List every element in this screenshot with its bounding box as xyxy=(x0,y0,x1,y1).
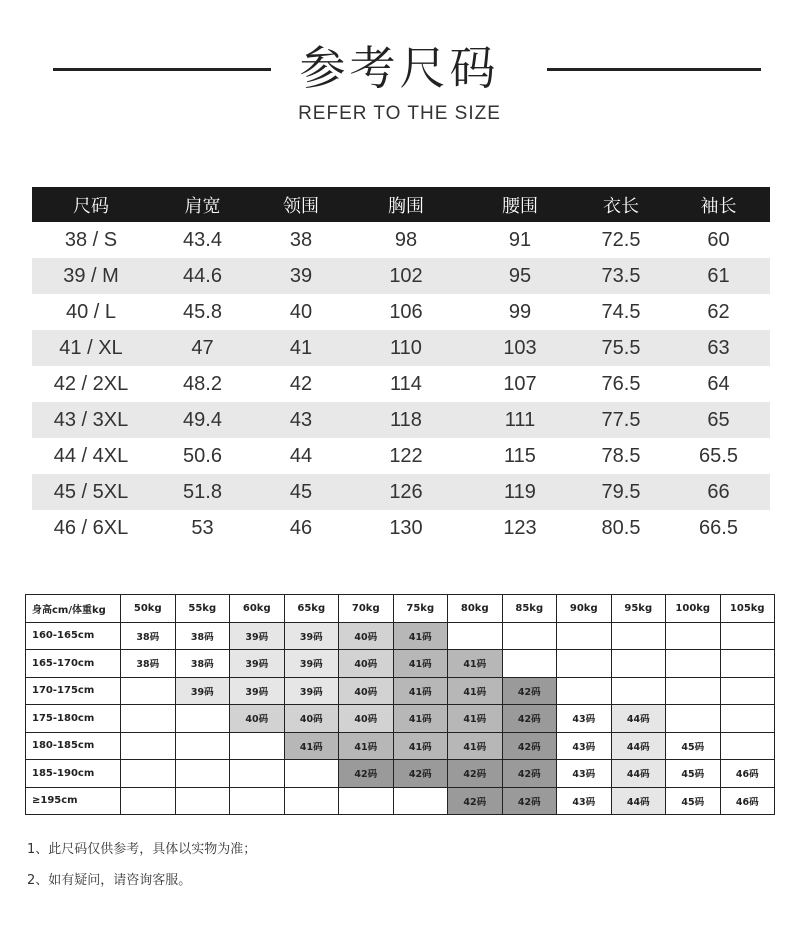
size-cell: 103 xyxy=(503,336,537,359)
recommended-size: 40码 xyxy=(354,659,378,671)
recommended-size: 42码 xyxy=(517,741,541,753)
ref-cell xyxy=(339,650,394,678)
size-cell: 45 / 5XL xyxy=(53,480,129,503)
recommended-size: 46码 xyxy=(735,796,759,808)
ref-row xyxy=(26,622,775,650)
ref-height-label: 180-185cm xyxy=(26,732,121,760)
recommended-size: 42码 xyxy=(517,769,541,781)
ref-cell xyxy=(339,732,394,760)
size-cell: 49.4 xyxy=(183,408,222,431)
header-length: 衣长 xyxy=(603,195,639,217)
recommended-size: 38码 xyxy=(190,631,214,643)
recommended-size: 43码 xyxy=(572,796,596,808)
ref-cell xyxy=(502,677,557,705)
ref-row xyxy=(26,760,775,788)
ref-cell xyxy=(557,732,612,760)
size-cell: 43 xyxy=(289,408,313,431)
recommended-size: 40码 xyxy=(354,631,378,643)
size-table-row xyxy=(32,330,770,366)
recommended-size: 39码 xyxy=(245,659,269,671)
ref-cell xyxy=(230,622,285,650)
ref-cell xyxy=(393,650,448,678)
size-cell: 51.8 xyxy=(183,480,222,503)
size-cell: 61 xyxy=(707,264,730,287)
ref-cell xyxy=(557,622,612,650)
ref-cell xyxy=(720,760,775,788)
recommended-size: 42码 xyxy=(408,769,432,781)
ref-header-row xyxy=(26,595,775,623)
recommended-size: 40码 xyxy=(299,714,323,726)
size-cell: 40 / L xyxy=(65,300,117,323)
ref-cell xyxy=(230,732,285,760)
recommended-size: 40码 xyxy=(245,714,269,726)
note-item: 1、此尺码仅供参考，具体以实物为准； xyxy=(27,842,257,857)
ref-cell xyxy=(284,732,339,760)
recommended-size: 41码 xyxy=(463,686,487,698)
ref-weight-header: 90kg xyxy=(557,595,612,623)
recommended-size: 40码 xyxy=(354,686,378,698)
ref-cell xyxy=(121,622,176,650)
ref-cell xyxy=(175,732,230,760)
ref-cell xyxy=(666,650,721,678)
ref-cell xyxy=(666,732,721,760)
ref-cell xyxy=(230,677,285,705)
ref-weight-header: 85kg xyxy=(502,595,557,623)
size-cell: 73.5 xyxy=(601,264,641,287)
size-cell: 43.4 xyxy=(183,228,222,251)
size-cell: 72.5 xyxy=(601,228,641,251)
size-cell: 76.5 xyxy=(601,372,641,395)
title-section xyxy=(0,30,799,130)
ref-weight-header: 50kg xyxy=(121,595,176,623)
size-table-row xyxy=(32,222,770,258)
ref-cell xyxy=(175,650,230,678)
recommended-size: 42码 xyxy=(354,769,378,781)
size-cell: 126 xyxy=(389,480,423,503)
size-table-row xyxy=(32,294,770,330)
ref-cell xyxy=(448,760,503,788)
ref-cell xyxy=(448,705,503,733)
recommended-size: 41码 xyxy=(408,631,432,643)
ref-cell xyxy=(230,650,285,678)
ref-height-label: ≥195cm xyxy=(26,787,121,815)
size-table-row xyxy=(32,366,770,402)
ref-cell xyxy=(502,650,557,678)
recommended-size: 41码 xyxy=(408,714,432,726)
recommended-size: 38码 xyxy=(136,631,160,643)
ref-cell xyxy=(448,787,503,815)
size-table-row xyxy=(32,510,770,546)
ref-cell xyxy=(557,787,612,815)
size-cell: 41 / XL xyxy=(59,336,123,359)
size-cell: 95 xyxy=(508,264,532,287)
size-cell: 47 xyxy=(191,336,214,359)
ref-cell xyxy=(557,650,612,678)
size-cell: 80.5 xyxy=(601,516,641,539)
recommended-size: 41码 xyxy=(408,659,432,671)
size-cell: 65.5 xyxy=(699,444,738,467)
size-cell: 99 xyxy=(508,300,532,323)
ref-height-label: 175-180cm xyxy=(26,705,121,733)
size-cell: 39 xyxy=(289,264,313,287)
notes xyxy=(27,834,256,896)
size-cell: 78.5 xyxy=(601,444,641,467)
size-cell: 42 / 2XL xyxy=(53,372,129,395)
ref-cell xyxy=(502,622,557,650)
recommended-size: 42码 xyxy=(463,796,487,808)
note-item: 2、如有疑问，请咨询客服。 xyxy=(27,873,192,888)
ref-cell xyxy=(448,732,503,760)
ref-cell xyxy=(284,677,339,705)
recommended-size: 46码 xyxy=(735,769,759,781)
ref-cell xyxy=(557,760,612,788)
ref-weight-header: 65kg xyxy=(284,595,339,623)
size-cell: 45 xyxy=(289,480,313,503)
recommended-size: 40码 xyxy=(354,714,378,726)
size-cell: 62 xyxy=(707,300,730,323)
title-divider-right xyxy=(547,68,761,71)
recommended-size: 39码 xyxy=(245,686,269,698)
size-table-row xyxy=(32,474,770,510)
recommended-size: 44码 xyxy=(626,741,650,753)
size-table-body xyxy=(32,222,770,546)
size-cell: 119 xyxy=(504,480,536,503)
recommended-size: 39码 xyxy=(190,686,214,698)
ref-cell xyxy=(121,732,176,760)
ref-cell xyxy=(284,760,339,788)
header-shoulder: 肩宽 xyxy=(184,195,221,217)
size-table xyxy=(32,187,770,546)
recommended-size: 43码 xyxy=(572,741,596,753)
ref-cell xyxy=(666,677,721,705)
ref-weight-header: 70kg xyxy=(339,595,394,623)
recommended-size: 44码 xyxy=(626,796,650,808)
recommended-size: 45码 xyxy=(681,769,705,781)
ref-cell xyxy=(502,705,557,733)
size-cell: 40 xyxy=(289,300,313,323)
recommended-size: 41码 xyxy=(354,741,378,753)
size-cell: 123 xyxy=(503,516,537,539)
ref-cell xyxy=(175,705,230,733)
ref-cell xyxy=(393,705,448,733)
height-weight-table xyxy=(25,594,775,815)
ref-cell xyxy=(666,787,721,815)
size-table-row xyxy=(32,258,770,294)
size-cell: 42 xyxy=(289,372,313,395)
ref-weight-header: 100kg xyxy=(666,595,721,623)
ref-cell xyxy=(284,787,339,815)
ref-cell xyxy=(557,705,612,733)
ref-cell xyxy=(393,677,448,705)
ref-cell xyxy=(339,622,394,650)
ref-cell xyxy=(284,705,339,733)
size-cell: 74.5 xyxy=(601,300,641,323)
ref-cell xyxy=(611,650,666,678)
ref-row xyxy=(26,732,775,760)
ref-corner-label: 身高cm/体重kg xyxy=(26,595,121,623)
recommended-size: 42码 xyxy=(463,769,487,781)
ref-weight-header: 55kg xyxy=(175,595,230,623)
recommended-size: 42码 xyxy=(517,686,541,698)
ref-cell xyxy=(121,787,176,815)
ref-cell xyxy=(666,760,721,788)
size-cell: 64 xyxy=(707,372,730,395)
ref-cell xyxy=(502,760,557,788)
ref-cell xyxy=(720,732,775,760)
ref-cell xyxy=(448,650,503,678)
recommended-size: 39码 xyxy=(245,631,269,643)
ref-cell xyxy=(393,787,448,815)
ref-cell xyxy=(611,622,666,650)
ref-cell xyxy=(393,622,448,650)
recommended-size: 43码 xyxy=(572,769,596,781)
recommended-size: 45码 xyxy=(681,796,705,808)
ref-row xyxy=(26,677,775,705)
recommended-size: 38码 xyxy=(136,659,160,671)
ref-cell xyxy=(284,622,339,650)
size-cell: 50.6 xyxy=(183,444,222,467)
size-cell: 77.5 xyxy=(601,408,641,431)
ref-height-label: 170-175cm xyxy=(26,677,121,705)
size-cell: 44.6 xyxy=(183,264,222,287)
recommended-size: 43码 xyxy=(572,714,596,726)
ref-cell xyxy=(121,677,176,705)
size-cell: 43 / 3XL xyxy=(53,408,129,431)
size-cell: 38 / S xyxy=(64,228,118,251)
header-sleeve: 袖长 xyxy=(700,195,737,217)
recommended-size: 41码 xyxy=(463,659,487,671)
header-waist: 腰围 xyxy=(502,195,538,217)
ref-cell xyxy=(448,622,503,650)
ref-cell xyxy=(720,622,775,650)
size-table-header xyxy=(32,187,770,222)
ref-cell xyxy=(611,732,666,760)
recommended-size: 42码 xyxy=(517,796,541,808)
ref-cell xyxy=(339,705,394,733)
size-cell: 41 xyxy=(289,336,313,359)
recommended-size: 41码 xyxy=(463,714,487,726)
size-cell: 44 xyxy=(289,444,313,467)
size-cell: 122 xyxy=(389,444,423,467)
size-cell: 46 xyxy=(289,516,313,539)
ref-cell xyxy=(175,760,230,788)
size-cell: 60 xyxy=(707,228,730,251)
recommended-size: 42码 xyxy=(517,714,541,726)
recommended-size: 41码 xyxy=(463,741,487,753)
size-cell: 66 xyxy=(707,480,730,503)
recommended-size: 39码 xyxy=(299,686,323,698)
ref-cell xyxy=(121,760,176,788)
size-cell: 118 xyxy=(390,408,422,431)
ref-weight-header: 95kg xyxy=(611,595,666,623)
ref-cell xyxy=(230,705,285,733)
ref-cell xyxy=(448,677,503,705)
ref-weight-header: 75kg xyxy=(393,595,448,623)
page-title: 参考尺码 xyxy=(299,41,500,95)
header-size: 尺码 xyxy=(73,195,109,217)
size-cell: 79.5 xyxy=(601,480,641,503)
ref-cell xyxy=(611,760,666,788)
ref-height-label: 185-190cm xyxy=(26,760,121,788)
size-cell: 114 xyxy=(390,372,422,395)
ref-cell xyxy=(339,760,394,788)
size-cell: 45.8 xyxy=(183,300,222,323)
ref-cell xyxy=(502,787,557,815)
recommended-size: 45码 xyxy=(681,741,705,753)
size-cell: 75.5 xyxy=(601,336,641,359)
size-cell: 46 / 6XL xyxy=(53,516,129,539)
ref-cell xyxy=(175,787,230,815)
header-chest: 胸围 xyxy=(388,195,424,217)
ref-cell xyxy=(502,732,557,760)
ref-cell xyxy=(393,732,448,760)
size-cell: 110 xyxy=(390,336,422,359)
ref-cell xyxy=(611,787,666,815)
ref-cell xyxy=(175,677,230,705)
recommended-size: 39码 xyxy=(299,631,323,643)
ref-cell xyxy=(121,705,176,733)
ref-cell xyxy=(393,760,448,788)
recommended-size: 44码 xyxy=(626,769,650,781)
size-cell: 48.2 xyxy=(183,372,222,395)
ref-cell xyxy=(720,650,775,678)
ref-cell xyxy=(720,677,775,705)
size-cell: 44 / 4XL xyxy=(53,444,129,467)
size-cell: 38 xyxy=(289,228,313,251)
ref-weight-header: 60kg xyxy=(230,595,285,623)
size-cell: 111 xyxy=(504,408,536,431)
recommended-size: 39码 xyxy=(299,659,323,671)
size-cell: 91 xyxy=(508,228,532,251)
ref-height-label: 160-165cm xyxy=(26,622,121,650)
ref-row xyxy=(26,705,775,733)
ref-weight-header: 105kg xyxy=(720,595,775,623)
size-cell: 39 / M xyxy=(63,264,119,287)
ref-cell xyxy=(611,677,666,705)
recommended-size: 41码 xyxy=(408,741,432,753)
size-table-row xyxy=(32,438,770,474)
ref-row xyxy=(26,650,775,678)
size-cell: 107 xyxy=(503,372,537,395)
ref-cell xyxy=(557,677,612,705)
ref-cell xyxy=(666,622,721,650)
ref-cell xyxy=(339,677,394,705)
size-table-row xyxy=(32,402,770,438)
ref-weight-header: 80kg xyxy=(448,595,503,623)
ref-cell xyxy=(230,760,285,788)
recommended-size: 41码 xyxy=(299,741,323,753)
page-subtitle: REFER TO THE SIZE xyxy=(298,103,501,124)
ref-cell xyxy=(230,787,285,815)
size-cell: 102 xyxy=(389,264,423,287)
recommended-size: 41码 xyxy=(408,686,432,698)
ref-cell xyxy=(284,650,339,678)
ref-cell xyxy=(720,705,775,733)
size-cell: 66.5 xyxy=(699,516,738,539)
size-cell: 98 xyxy=(394,228,418,251)
ref-row xyxy=(26,787,775,815)
ref-cell xyxy=(666,705,721,733)
ref-cell xyxy=(175,622,230,650)
ref-cell xyxy=(339,787,394,815)
ref-height-label: 165-170cm xyxy=(26,650,121,678)
size-cell: 106 xyxy=(389,300,423,323)
size-cell: 53 xyxy=(191,516,214,539)
size-cell: 63 xyxy=(707,336,730,359)
header-collar: 领围 xyxy=(283,195,319,217)
recommended-size: 38码 xyxy=(190,659,214,671)
ref-cell xyxy=(611,705,666,733)
ref-cell xyxy=(720,787,775,815)
size-cell: 115 xyxy=(504,444,536,467)
recommended-size: 44码 xyxy=(626,714,650,726)
ref-cell xyxy=(121,650,176,678)
size-cell: 130 xyxy=(389,516,423,539)
size-cell: 65 xyxy=(707,408,730,431)
